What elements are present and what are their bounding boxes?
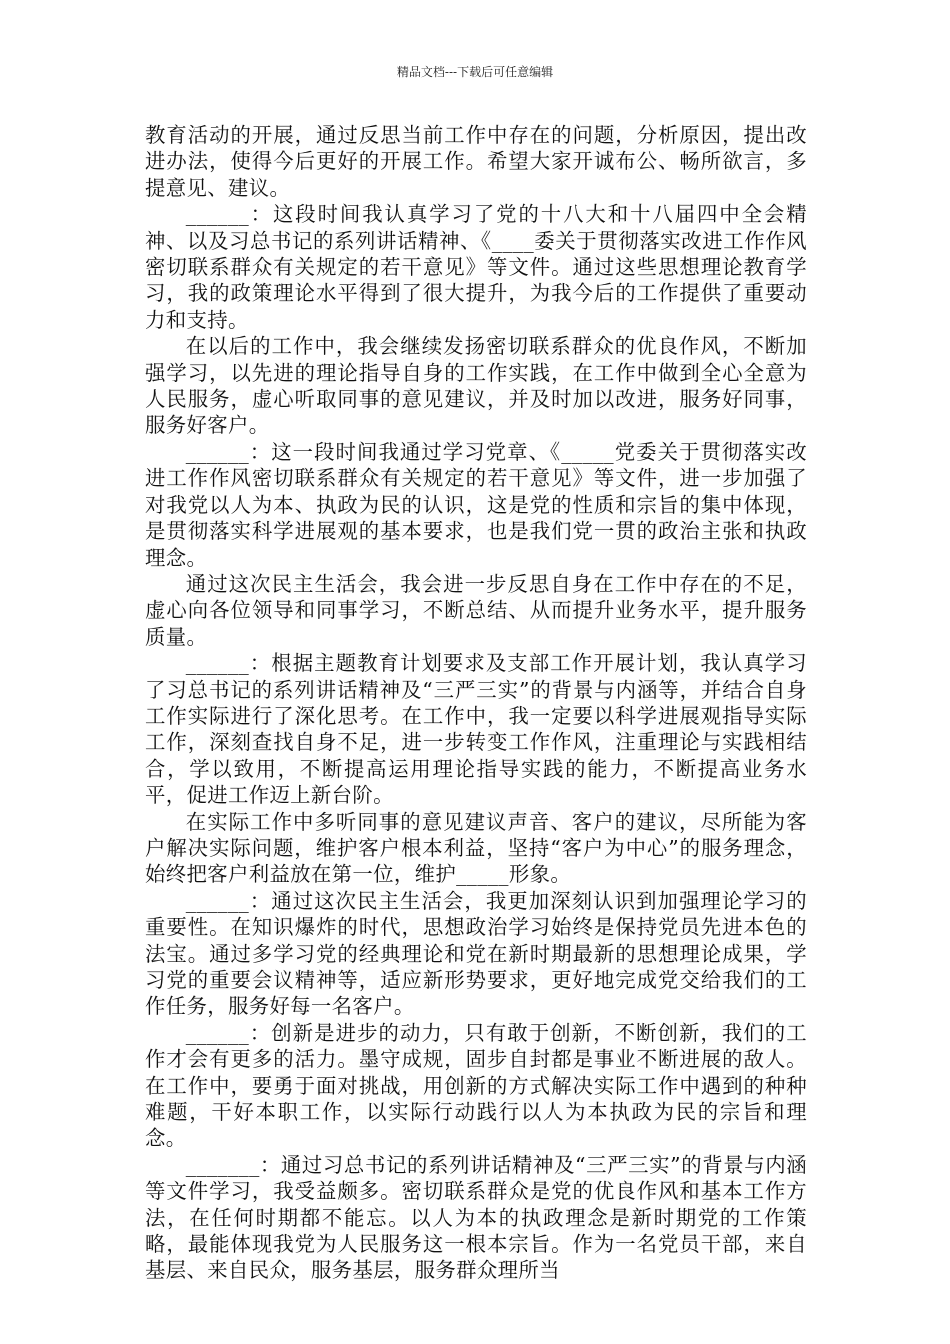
document-body [145,122,807,1284]
paragraph-2: ______：这段时间我认真学习了党的十八大和十八届四中全会精神、以及习总书记的系列讲话精神、《____委关于贯彻落实改进工作作风密切联系群众有关规定的若干意见》等文件。通过这些思想理论教育学习，我的政策理论水平得到了很大提升，为我今后的工作提供了重要动力和支持。 [145,202,807,332]
paragraph-6: ______：根据主题教育计划要求及支部工作开展计划，我认真学习了习总书记的系列讲话精神及“三严三实”的背景与内涵等，并结合自身工作实际进行了深化思考。在工作中，我一定要以科学进展观指导实际工作，深刻查找自身不足，进一步转变工作作风，注重理论与实践相结合，学以致用，不断提高运用理论指导实践的能力，不断提高业务水平，促进工作迈上新台阶。 [145,651,807,808]
paragraph-10: _______：通过习总书记的系列讲话精神及“三严三实”的背景与内涵等文件学习，我受益颇多。密切联系群众是党的优良作风和基本工作方法，在任何时期都不能忘。以人为本的执政理念是新时期党的工作策略，最能体现我党为人民服务这一根本宗旨。作为一名党员干部，来自基层、来自民众，服务基层，服务群众理所当 [145,1152,807,1283]
paragraph-8: ______：通过这次民主生活会，我更加深刻认识到加强理论学习的重要性。在知识爆炸的时代，思想政治学习始终是保持党员先进本色的法宝。通过多学习党的经典理论和党在新时期最新的思想理论成果，学习党的重要会议精神等，适应新形势要求，更好地完成党交给我们的工作任务，服务好每一名客户。 [145,888,807,1019]
paragraph-5: 通过这次民主生活会，我会进一步反思自身在工作中存在的不足，虚心向各位领导和同事学习，不断总结、从而提升业务水平，提升服务质量。 [145,571,807,649]
paragraph-1: 教育活动的开展，通过反思当前工作中存在的问题，分析原因，提出改进办法，使得今后更好的开展工作。希望大家开诚布公、畅所欲言，多提意见、建议。 [145,123,807,200]
paragraph-7: 在实际工作中多听同事的意见建议声音、客户的建议，尽所能为客户解决实际问题，维护客户根本利益，坚持“客户为中心”的服务理念，始终把客户利益放在第一位，维护_____形象。 [145,809,807,887]
page-header: 精品文档---下载后可任意编辑 [396,65,554,79]
paragraph-3: 在以后的工作中，我会继续发扬密切联系群众的优良作风，不断加强学习，以先进的理论指导自身的工作实践，在工作中做到全心全意为人民服务，虚心听取同事的意见建议，并及时加以改进，服务好同事，服务好客户。 [145,334,807,438]
paragraph-9: ______：创新是进步的动力，只有敢于创新，不断创新，我们的工作才会有更多的活力。墨守成规，固步自封都是事业不断进展的敌人。在工作中，要勇于面对挑战，用创新的方式解决实际工作中遇到的种种难题，干好本职工作，以实际行动践行以人为本执政为民的宗旨和理念。 [145,1020,807,1151]
paragraph-4: ______：这一段时间我通过学习党章、《_____党委关于贯彻落实改进工作作风密切联系群众有关规定的若干意见》等文件，进一步加强了对我党以人为本、执政为民的认识，这是党的性质和宗旨的集中体现，是贯彻落实科学进展观的基本要求，也是我们党一贯的政治主张和执政理念。 [145,439,807,570]
